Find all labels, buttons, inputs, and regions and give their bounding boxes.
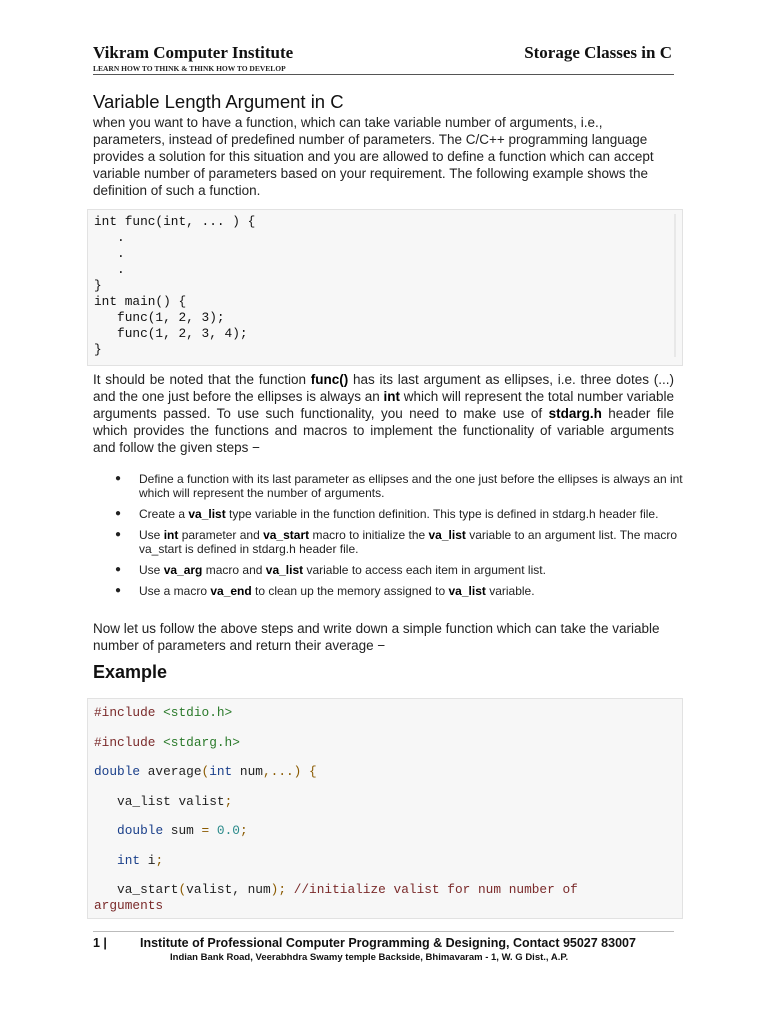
- code-block-func-definition: [87, 209, 683, 366]
- code-line: va_start(valist, num); //initialize valist for num number of: [117, 882, 578, 897]
- list-item: ● Use int parameter and va_start macro to initialize the va_list variable to an argument list. The macro va_start is defined in stdarg.h header file.: [115, 528, 678, 556]
- section-title: Variable Length Argument in C: [93, 91, 344, 112]
- code-line: double average(int num,...) {: [94, 764, 317, 779]
- code-line: #include <stdarg.h>: [94, 734, 240, 750]
- code-block-inner: [94, 214, 676, 357]
- list-item: ● Define a function with its last parameter as ellipses and the one just before the ellipses is always an int which will represent the number of arguments.: [115, 472, 683, 500]
- code-line: va_list valist;: [117, 793, 233, 809]
- code-line: func(1, 2, 3);: [94, 310, 225, 325]
- footer-rule: [93, 931, 674, 932]
- code-line: func(1, 2, 3, 4);: [94, 326, 248, 341]
- ellipses-explanation-paragraph: It should be noted that the function func() has its last argument as ellipses, i.e. three dotes (...) and the one just before the ellipses is always an int which will represent the total number variable arguments passed. To use such functionality, you need to make use of stdarg.h header file which provides the functions and macros to implement the functionality of variable arguments and follow the given steps −: [93, 372, 675, 455]
- code-line: int i;: [117, 852, 164, 868]
- code-line: int main() {: [94, 294, 187, 309]
- bullet-icon: ●: [115, 473, 122, 484]
- bullet-icon: ●: [115, 529, 122, 540]
- code-line: .: [94, 262, 125, 277]
- func-keyword: func(): [310, 372, 349, 387]
- list-item: ● Create a va_list type variable in the function definition. This type is defined in stdarg.h header file.: [115, 507, 659, 521]
- steps-list: [93, 472, 683, 605]
- list-item: ● Use va_arg macro and va_list variable to access each item in argument list.: [115, 563, 546, 577]
- code-line: }: [94, 342, 102, 357]
- document-topic: Storage Classes in C: [524, 43, 672, 62]
- intro-paragraph: when you want to have a function, which can take variable number of arguments, i.e., parameters, instead of predefined number of parameters. The C/C++ programming language provides a solution for this situation and you are allowed to define a function which can accept variable number of parameters based on your requirement. The following example shows the definition of such a function.: [93, 115, 654, 198]
- institute-tagline: LEARN HOW TO THINK & THINK HOW TO DEVELOP: [93, 64, 286, 73]
- code-line: .: [94, 246, 125, 261]
- follow-steps-paragraph: Now let us follow the above steps and write down a simple function which can take the variable number of parameters and return their average −: [93, 621, 660, 653]
- footer-address: Indian Bank Road, Veerabhdra Swamy temple Backside, Bhimavaram - 1, W. G Dist., A.P.: [170, 952, 569, 963]
- bullet-icon: ●: [115, 585, 122, 596]
- list-item: ● Use a macro va_end to clean up the memory assigned to va_list variable.: [115, 584, 535, 598]
- example-heading: Example: [93, 662, 168, 682]
- code-line: arguments: [94, 898, 164, 913]
- code-line: }: [94, 278, 102, 293]
- institute-name: Vikram Computer Institute: [93, 43, 294, 62]
- code-line: .: [94, 230, 125, 245]
- stdarg-keyword: stdarg.h: [548, 406, 602, 421]
- footer-contact: Institute of Professional Computer Programming & Designing, Contact 95027 83007: [140, 936, 636, 950]
- bullet-icon: ●: [115, 564, 122, 575]
- page-number: 1 |: [93, 936, 107, 950]
- bullet-icon: ●: [115, 508, 122, 519]
- code-line: int func(int, ... ) {: [94, 214, 256, 229]
- code-block-inner: [94, 705, 672, 914]
- code-line: double sum = 0.0;: [117, 823, 248, 838]
- code-line: #include <stdio.h>: [94, 705, 233, 720]
- int-keyword: int: [383, 389, 401, 404]
- header-rule: [93, 74, 674, 75]
- code-block-example: [87, 698, 683, 919]
